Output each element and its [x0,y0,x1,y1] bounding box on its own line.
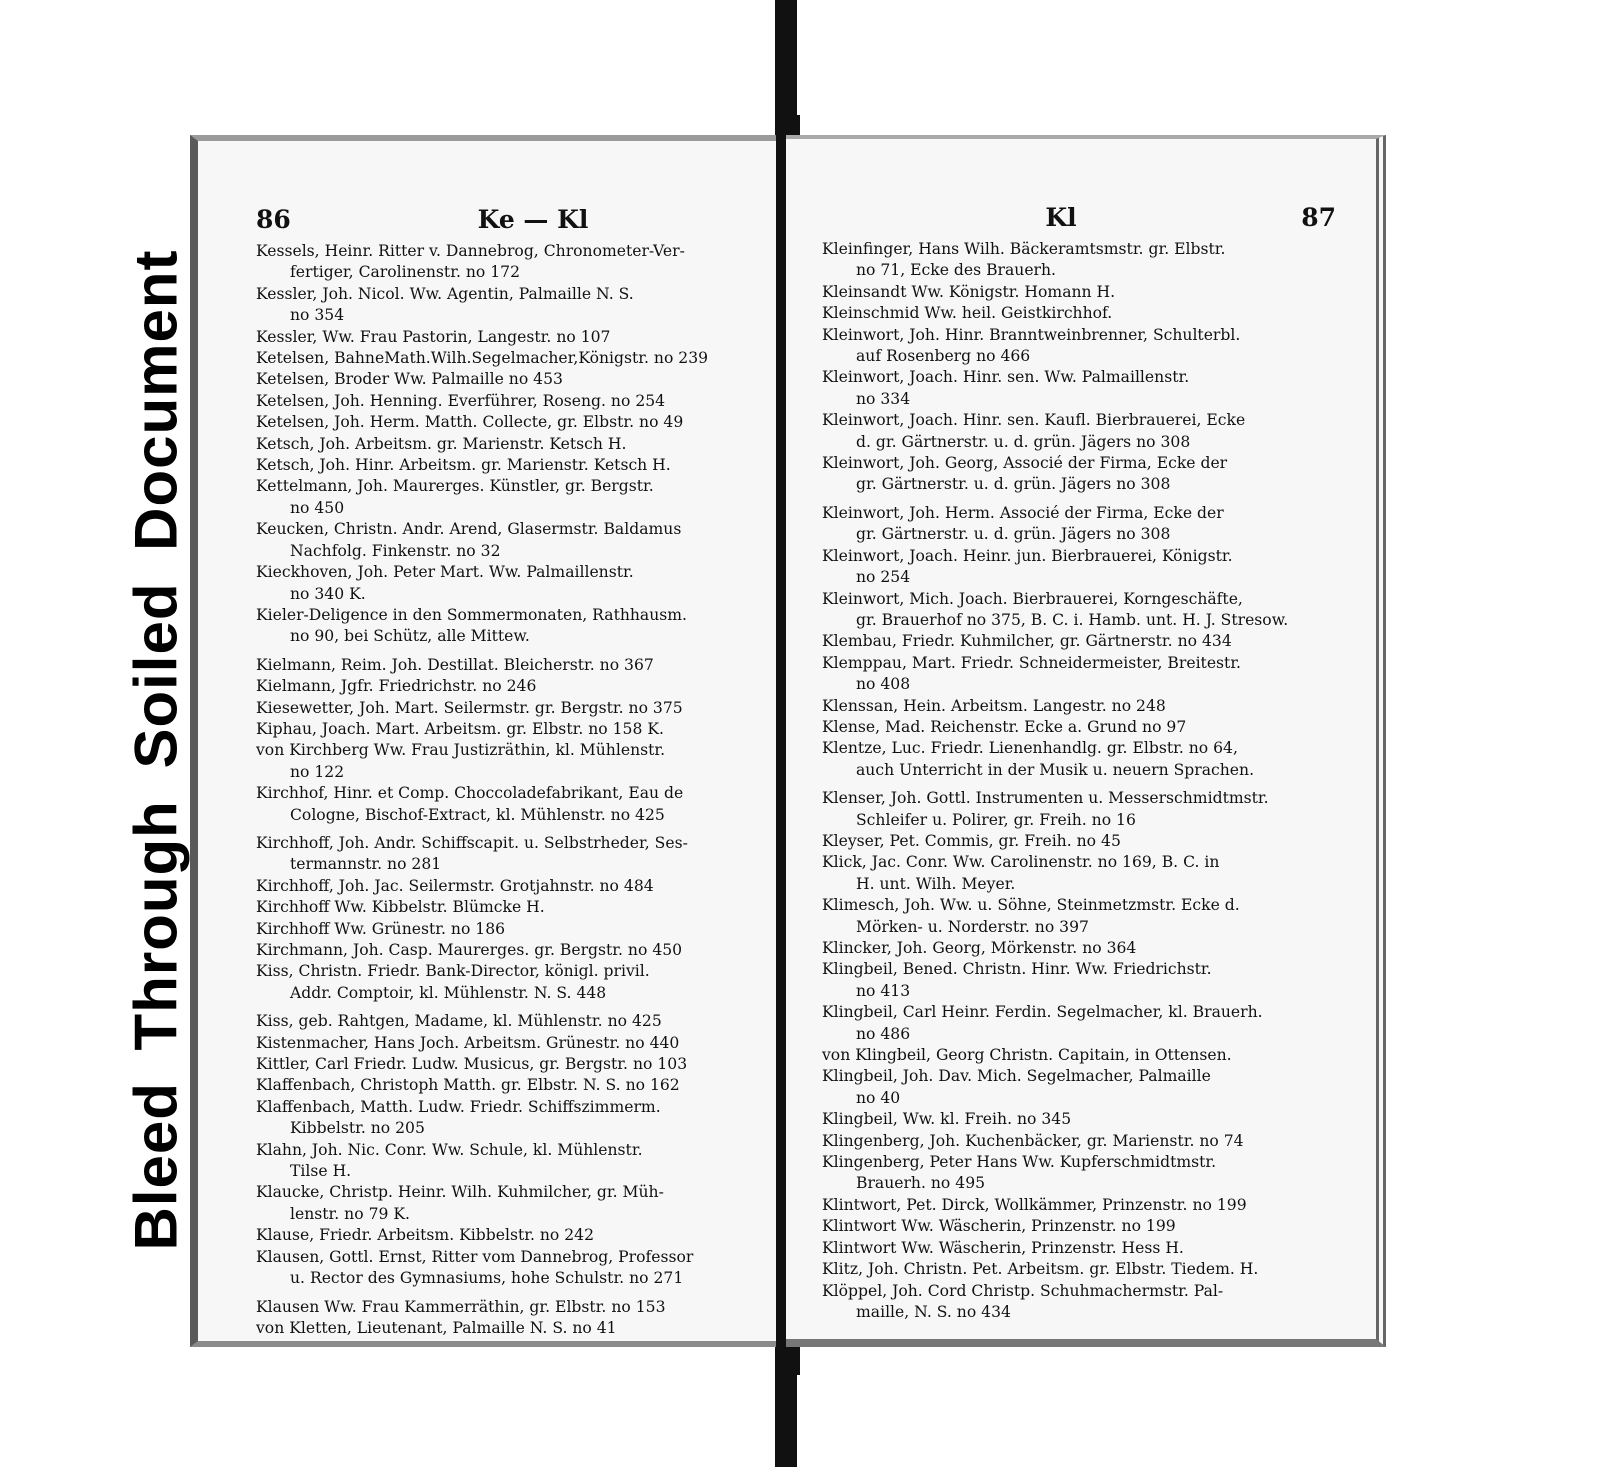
entry-line: Kiss, geb. Rahtgen, Madame, kl. Mühlenstr. no 425 [256,1012,662,1031]
directory-entry [822,895,1357,938]
left-page [190,135,798,1347]
directory-entry [256,391,776,412]
directory-entry [256,327,776,348]
directory-entry [256,434,776,455]
entry-line: Kleinfinger, Hans Wilh. Bäckeramtsmstr. gr. Elbstr. [822,240,1226,258]
entry-line: Klaffenbach, Matth. Ludw. Friedr. Schiffszimmerm. [256,1097,661,1116]
directory-entry [256,1033,776,1054]
entry-line: Kleinwort, Joh. Herm. Associé der Firma, Ecke der [822,503,1224,522]
directory-entry [822,1281,1357,1324]
entry-continuation: no 408 [856,675,911,694]
entry-line: Klenssan, Hein. Arbeitsm. Langestr. no 248 [822,696,1166,715]
entry-continuation: no 450 [290,498,345,517]
entry-line: Kettelmann, Joh. Maurerges. Künstler, gr. Bergstr. [256,477,654,496]
entry-continuation: no 254 [856,568,911,587]
entry-line: Kittler, Carl Friedr. Ludw. Musicus, gr. Bergstr. no 103 [256,1055,688,1074]
open-book [190,125,1390,1345]
entry-line: Klingenberg, Peter Hans Ww. Kupferschmidtmstr. [822,1153,1217,1172]
entry-line: Keucken, Christn. Andr. Arend, Glasermstr. Baldamus [256,520,682,539]
entry-line: von Klingbeil, Georg Christn. Capitain, in Ottensen. [822,1046,1232,1065]
directory-entry [822,325,1357,368]
directory-entry [256,719,776,740]
directory-entry [822,1045,1357,1066]
directory-entry [822,831,1357,852]
entry-line: Klause, Friedr. Arbeitsm. Kibbelstr. no 242 [256,1226,595,1245]
entry-line: Kleyser, Pet. Commis, gr. Freih. no 45 [822,831,1121,850]
directory-entry [256,876,776,897]
entry-continuation: H. unt. Wilh. Meyer. [856,874,1016,893]
directory-entry [822,239,1357,282]
entry-line: Kirchhoff Ww. Grünestr. no 186 [256,919,506,938]
entry-line: Kleinwort, Joach. Hinr. sen. Ww. Palmaillenstr. [822,368,1190,387]
entry-continuation: d. gr. Gärtnerstr. u. d. grün. Jägers no 308 [856,432,1191,451]
directory-entry [822,1238,1357,1259]
entry-line: Kessler, Ww. Frau Pastorin, Langestr. no 107 [256,327,611,346]
directory-entry [822,589,1357,632]
entry-line: Ketsch, Joh. Hinr. Arbeitsm. gr. Marienstr. Ketsch H. [256,456,671,475]
directory-entry [822,696,1357,717]
entry-line: Klintwort Ww. Wäscherin, Prinzenstr. Hess H. [822,1238,1184,1257]
directory-entry [256,1318,776,1339]
entry-line: Kleinwort, Joach. Heinr. jun. Bierbrauerei, Königstr. [822,546,1233,565]
directory-entry [822,1152,1357,1195]
condition-stamp [115,230,197,1270]
entry-line: Klembau, Friedr. Kuhmilcher, gr. Gärtnerstr. no 434 [822,632,1232,651]
directory-entry [822,1109,1357,1130]
directory-entry [256,676,776,697]
entry-continuation: termannstr. no 281 [290,855,442,874]
directory-entry [822,653,1357,696]
entry-continuation: auch Unterricht in der Musik u. neuern Sprachen. [856,760,1255,779]
entry-continuation: gr. Gärtnerstr. u. d. grün. Jägers no 308 [856,525,1171,544]
directory-entry [822,303,1357,324]
entry-continuation: Brauerh. no 495 [856,1174,986,1193]
directory-entry [256,655,776,676]
left-page-header [198,205,798,245]
entry-line: Klick, Jac. Conr. Ww. Carolinenstr. no 169, B. C. in [822,853,1220,872]
entry-continuation: Mörken- u. Norderstr. no 397 [856,917,1089,936]
entry-line: Kirchhoff, Joh. Jac. Seilermstr. Grotjahnstr. no 484 [256,876,654,895]
entry-continuation: Cologne, Bischof-Extract, kl. Mühlenstr. no 425 [290,805,665,824]
entry-continuation: maille, N. S. no 434 [856,1302,1011,1321]
entry-continuation: u. Rector des Gymnasiums, hohe Schulstr. no 271 [290,1269,684,1288]
directory-entry [256,1140,776,1183]
directory-entry [256,961,776,1004]
directory-entry [256,1011,776,1032]
directory-entry [256,605,776,648]
entry-line: Ketelsen, Broder Ww. Palmaille no 453 [256,370,563,389]
left-page-number: 86 [256,205,291,234]
directory-entry [256,1225,776,1246]
entry-continuation: gr. Brauerhof no 375, B. C. i. Hamb. unt. H. J. Stresow. [856,610,1289,629]
directory-entry [256,1075,776,1096]
entry-line: Klense, Mad. Reichenstr. Ecke a. Grund no 97 [822,717,1187,736]
entry-line: Klincker, Joh. Georg, Mörkenstr. no 364 [822,939,1137,957]
entry-line: Klenser, Joh. Gottl. Instrumenten u. Messerschmidtmstr. [822,789,1269,808]
directory-entry [822,1131,1357,1152]
entry-continuation: no 354 [290,306,345,325]
entry-line: Klemppau, Mart. Friedr. Schneidermeister, Breitestr. [822,653,1242,672]
right-page [786,135,1386,1347]
directory-entry [256,698,776,719]
entry-line: Kiss, Christn. Friedr. Bank-Director, königl. privil. [256,962,650,981]
directory-entry [256,1182,776,1225]
directory-entry [256,348,776,369]
directory-entry [256,562,776,605]
directory-entry [822,1259,1357,1280]
directory-entry [822,410,1357,453]
directory-entry [822,367,1357,410]
directory-entry [256,519,776,562]
directory-entry [256,455,776,476]
right-running-head: Kl [1045,203,1077,232]
right-page-header [786,203,1376,243]
entry-line: Klitz, Joh. Christn. Pet. Arbeitsm. gr. Elbstr. Tiedem. H. [822,1260,1259,1279]
entry-line: Klaffenbach, Christoph Matth. gr. Elbstr. N. S. no 162 [256,1076,680,1095]
entry-continuation: no 486 [856,1024,911,1043]
entry-line: Klentze, Luc. Friedr. Lienenhandlg. gr. Elbstr. no 64, [822,739,1238,758]
entry-continuation: no 122 [290,762,345,781]
entry-line: Kleinwort, Joach. Hinr. sen. Kaufl. Bierbrauerei, Ecke [822,411,1246,430]
entry-continuation: no 413 [856,981,911,1000]
directory-entry [256,412,776,433]
right-page-number: 87 [1301,203,1336,232]
directory-entry [822,1066,1357,1109]
entry-line: Kleinwort, Mich. Joach. Bierbrauerei, Korngeschäfte, [822,589,1243,608]
entry-line: von Kirchberg Ww. Frau Justizräthin, kl. Mühlenstr. [256,741,666,760]
entry-line: Kessels, Heinr. Ritter v. Dannebrog, Chronometer-Ver- [256,242,685,260]
entry-line: Ketelsen, Joh. Henning. Everführer, Roseng. no 254 [256,391,666,410]
entry-continuation: no 71, Ecke des Brauerh. [856,261,1057,280]
entry-continuation: Kibbelstr. no 205 [290,1119,425,1138]
entry-line: Klahn, Joh. Nic. Conr. Ww. Schule, kl. Mühlenstr. [256,1140,643,1159]
entry-line: Klintwort, Pet. Dirck, Wollkämmer, Prinzenstr. no 199 [822,1195,1247,1214]
right-directory-entries [822,239,1357,1323]
left-directory-entries [256,241,776,1339]
entry-line: Kleinwort, Joh. Georg, Associé der Firma, Ecke der [822,454,1228,473]
directory-entry [256,476,776,519]
entry-continuation: no 40 [856,1088,901,1107]
entry-line: Kieler-Deligence in den Sommermonaten, Rathhausm. [256,605,688,624]
directory-entry [822,1195,1357,1216]
directory-entry [822,788,1357,831]
entry-line: von Kletten, Lieutenant, Palmaille N. S. no 41 [256,1318,617,1337]
entry-line: Klintwort Ww. Wäscherin, Prinzenstr. no 199 [822,1217,1176,1236]
entry-line: Klaucke, Christp. Heinr. Wilh. Kuhmilcher, gr. Müh- [256,1183,664,1202]
directory-entry [822,959,1357,1002]
entry-continuation: no 90, bei Schütz, alle Mittew. [290,627,530,646]
entry-line: Klöppel, Joh. Cord Christp. Schuhmachermstr. Pal- [822,1281,1224,1300]
directory-entry [256,1097,776,1140]
entry-line: Kirchhoff Ww. Kibbelstr. Blümcke H. [256,898,545,917]
directory-entry [256,1247,776,1290]
directory-entry [256,833,776,876]
directory-entry [822,1002,1357,1045]
entry-continuation: fertiger, Carolinenstr. no 172 [290,263,521,282]
directory-entry [822,503,1357,546]
entry-line: Klimesch, Joh. Ww. u. Söhne, Steinmetzmstr. Ecke d. [822,896,1240,915]
condition-stamp-text: Bleed Through Soiled Document [122,249,190,1251]
entry-line: Kieckhoven, Joh. Peter Mart. Ww. Palmaillenstr. [256,563,634,582]
directory-entry [822,1216,1357,1237]
entry-continuation: lenstr. no 79 K. [290,1204,410,1223]
directory-entry [256,740,776,783]
entry-line: Klingenberg, Joh. Kuchenbäcker, gr. Marienstr. no 74 [822,1131,1244,1150]
directory-entry [256,1054,776,1075]
directory-entry [822,852,1357,895]
entry-continuation: no 340 K. [290,584,366,603]
entry-line: Kleinsandt Ww. Königstr. Homann H. [822,282,1116,301]
entry-continuation: no 334 [856,389,911,408]
entry-line: Kleinschmid Ww. heil. Geistkirchhof. [822,304,1113,323]
entry-line: Kiphau, Joach. Mart. Arbeitsm. gr. Elbstr. no 158 K. [256,719,664,738]
entry-continuation: Nachfolg. Finkenstr. no 32 [290,541,501,560]
entry-line: Kirchhof, Hinr. et Comp. Choccoladefabrikant, Eau de [256,784,684,803]
entry-continuation: gr. Gärtnerstr. u. d. grün. Jägers no 308 [856,475,1171,494]
entry-line: Kielmann, Reim. Joh. Destillat. Bleicherstr. no 367 [256,655,654,674]
entry-line: Kirchhoff, Joh. Andr. Schiffscapit. u. Selbstrheder, Ses- [256,833,688,852]
directory-entry [822,453,1357,496]
directory-entry [822,631,1357,652]
entry-line: Klingbeil, Carl Heinr. Ferdin. Segelmacher, kl. Brauerh. [822,1003,1263,1022]
entry-line: Klausen Ww. Frau Kammerräthin, gr. Elbstr. no 153 [256,1297,666,1316]
entry-line: Kessler, Joh. Nicol. Ww. Agentin, Palmaille N. S. [256,284,634,303]
directory-entry [822,938,1357,959]
entry-line: Ketelsen, Joh. Herm. Matth. Collecte, gr. Elbstr. no 49 [256,413,684,432]
left-running-head: Ke — Kl [477,205,589,234]
entry-line: Ketsch, Joh. Arbeitsm. gr. Marienstr. Ketsch H. [256,434,627,453]
entry-line: Klingbeil, Bened. Christn. Hinr. Ww. Friedrichstr. [822,960,1212,979]
directory-entry [256,919,776,940]
directory-entry [822,738,1357,781]
entry-line: Klausen, Gottl. Ernst, Ritter vom Dannebrog, Professor [256,1247,694,1266]
entry-line: Klingbeil, Joh. Dav. Mich. Segelmacher, Palmaille [822,1067,1211,1086]
entry-continuation: auf Rosenberg no 466 [856,347,1031,366]
entry-line: Kleinwort, Joh. Hinr. Branntweinbrenner, Schulterbl. [822,325,1241,344]
entry-continuation: Schleifer u. Polirer, gr. Freih. no 16 [856,810,1136,829]
entry-continuation: Addr. Comptoir, kl. Mühlenstr. N. S. 448 [290,983,607,1002]
directory-entry [822,546,1357,589]
directory-entry [822,717,1357,738]
entry-line: Kistenmacher, Hans Joch. Arbeitsm. Grünestr. no 440 [256,1033,680,1052]
entry-line: Klingbeil, Ww. kl. Freih. no 345 [822,1110,1072,1129]
entry-line: Kiesewetter, Joh. Mart. Seilermstr. gr. Bergstr. no 375 [256,698,683,717]
entry-line: Kirchmann, Joh. Casp. Maurerges. gr. Bergstr. no 450 [256,941,683,959]
directory-entry [256,284,776,327]
directory-entry [256,783,776,826]
entry-line: Ketelsen, BahneMath.Wilh.Segelmacher,Königstr. no 239 [256,349,709,368]
entry-line: Kielmann, Jgfr. Friedrichstr. no 246 [256,677,537,696]
directory-entry [256,369,776,390]
directory-entry [256,241,776,284]
directory-entry [822,282,1357,303]
entry-continuation: Tilse H. [290,1162,352,1181]
directory-entry [256,1297,776,1318]
directory-entry [256,897,776,918]
directory-entry [256,940,776,961]
